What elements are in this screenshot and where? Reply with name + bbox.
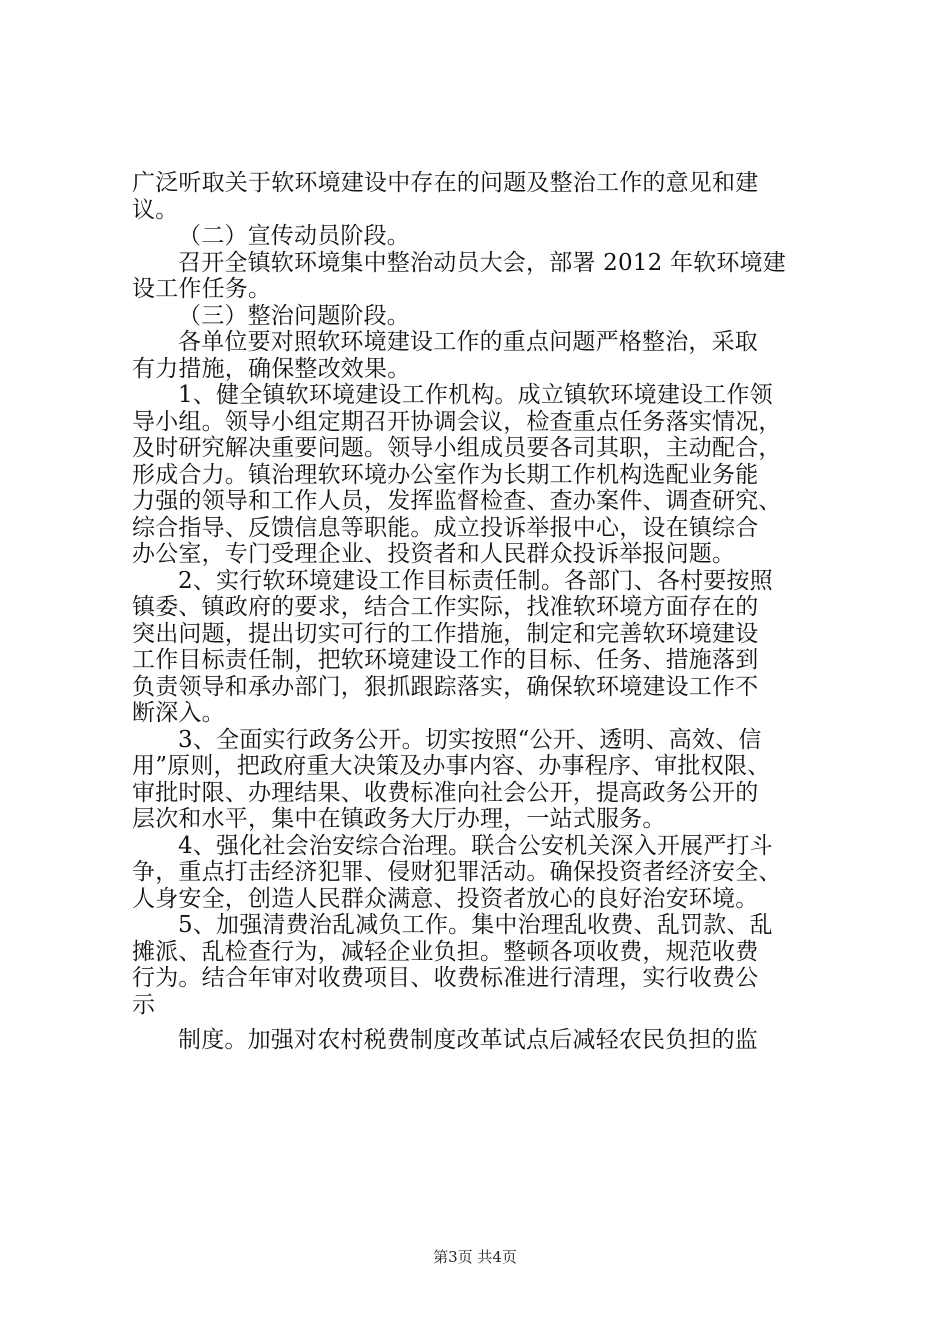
text-line: 召开全镇软环境集中整治动员大会，部署 2012 年软环境建 xyxy=(178,249,786,276)
text-line: 5、加强清费治乱减负工作。集中治理乱收费、乱罚款、乱 xyxy=(178,912,773,938)
text-line: 综合指导、反馈信息等职能。成立投诉举报中心，设在镇综合 xyxy=(132,514,759,541)
text-line: 议。 xyxy=(132,196,179,223)
text-line: 用”原则，把政府重大决策及办事内容、办事程序、审批权限、 xyxy=(132,753,771,779)
text-line: 层次和水平，集中在镇政务大厅办理，一站式服务。 xyxy=(132,806,666,832)
text-line: 制度。加强对农村税费制度改革试点后减轻农民负担的监 xyxy=(178,1027,758,1053)
text-line: 行为。结合年审对收费项目、收费标准进行清理，实行收费公 xyxy=(132,965,759,991)
text-line: 广泛听取关于软环境建设中存在的问题及整治工作的意见和建 xyxy=(132,170,759,196)
text-line: 突出问题，提出切实可行的工作措施，制定和完善软环境建设 xyxy=(132,620,759,647)
text-line: 摊派、乱检查行为，减轻企业负担。整顿各项收费，规范收费 xyxy=(132,938,759,965)
text-line: 工作目标责任制，把软环境建设工作的目标、任务、措施落到 xyxy=(132,647,759,673)
text-line: 及时研究解决重要问题。领导小组成员要各司其职，主动配合， xyxy=(132,435,782,461)
text-line: 审批时限、办理结果、收费标准向社会公开，提高政务公开的 xyxy=(132,779,759,806)
text-line: （二）宣传动员阶段。 xyxy=(178,223,410,249)
text-line: 争，重点打击经济犯罪、侵财犯罪活动。确保投资者经济安全、 xyxy=(132,859,782,885)
text-line: 人身安全，创造人民群众满意、投资者放心的良好治安环境。 xyxy=(132,885,759,912)
text-line: 3、全面实行政务公开。切实按照“公开、透明、高效、信 xyxy=(178,726,762,753)
page-number-footer: 第3页 共4页 xyxy=(433,1248,517,1266)
text-line: 导小组。领导小组定期召开协调会议，检查重点任务落实情况， xyxy=(132,408,782,435)
text-line: 示 xyxy=(132,991,156,1018)
text-line: 形成合力。镇治理软环境办公室作为长期工作机构选配业务能 xyxy=(132,461,759,488)
text-line: 2、实行软环境建设工作目标责任制。各部门、各村要按照 xyxy=(178,567,773,594)
text-line: 镇委、镇政府的要求，结合工作实际，找准软环境方面存在的 xyxy=(132,594,759,620)
text-line: 有力措施，确保整改效果。 xyxy=(132,355,411,382)
text-line: 设工作任务。 xyxy=(132,276,272,302)
text-line: 4、强化社会治安综合治理。联合公安机关深入开展严打斗 xyxy=(178,832,773,859)
text-line: 各单位要对照软环境建设工作的重点问题严格整治，采取 xyxy=(178,329,758,355)
text-line: （三）整治问题阶段。 xyxy=(178,302,410,329)
text-line: 1、健全镇软环境建设工作机构。成立镇软环境建设工作领 xyxy=(178,382,773,408)
document-body xyxy=(132,170,832,1054)
text-line: 力强的领导和工作人员，发挥监督检查、查办案件、调查研究、 xyxy=(132,488,782,514)
text-line: 办公室，专门受理企业、投资者和人民群众投诉举报问题。 xyxy=(132,541,736,567)
text-line: 断深入。 xyxy=(132,700,225,726)
text-line: 负责领导和承办部门，狠抓跟踪落实，确保软环境建设工作不 xyxy=(132,673,759,700)
